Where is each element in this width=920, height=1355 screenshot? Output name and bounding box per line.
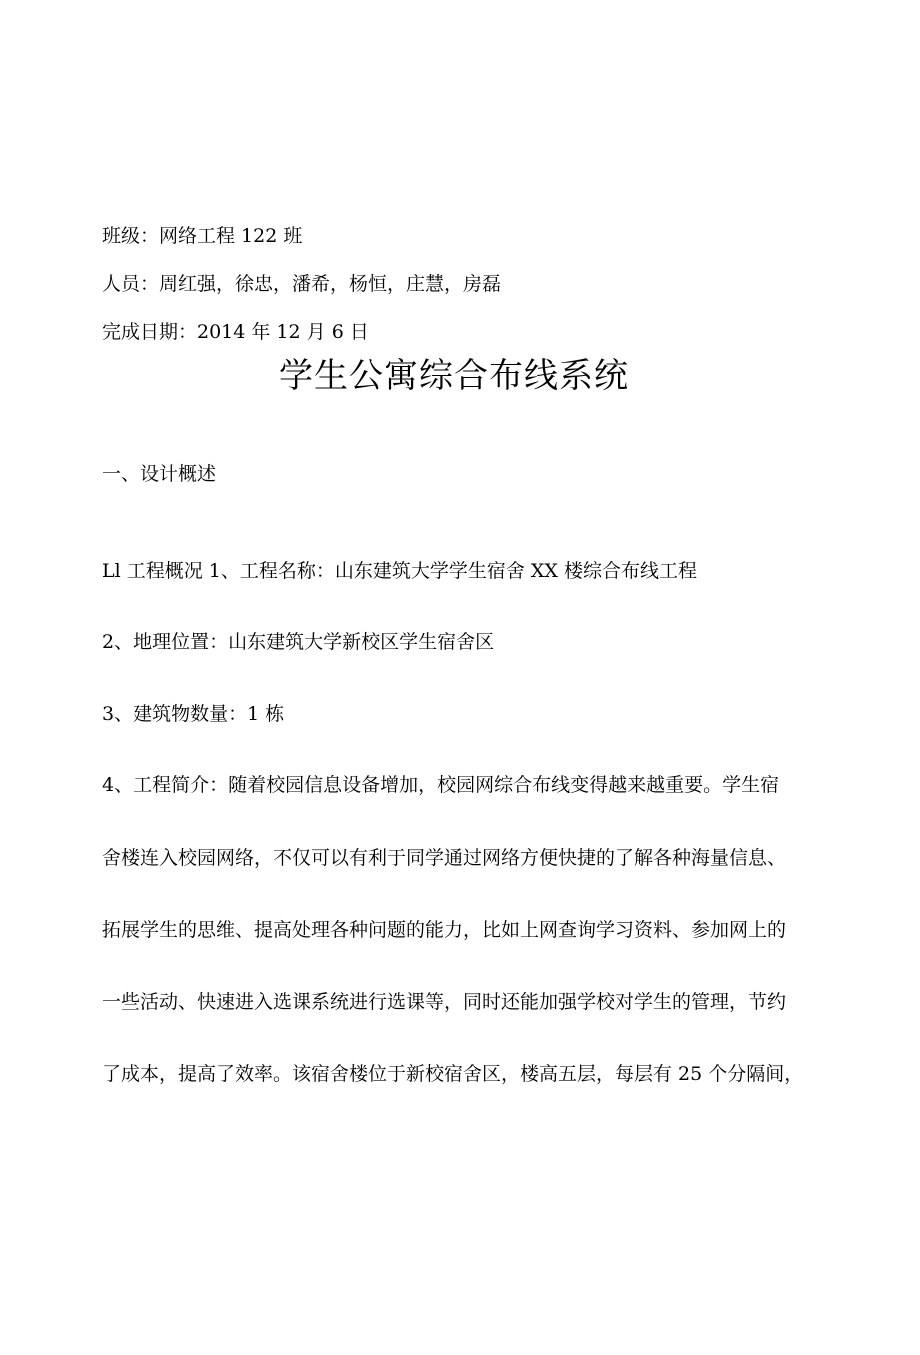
section-heading: 一、设计概述 xyxy=(102,463,217,485)
class-info: 班级：网络工程 122 班 xyxy=(102,225,303,247)
paragraph-line: 拓展学生的思维、提高处理各种问题的能力，比如上网查询学习资料、参加网上的 xyxy=(102,919,787,941)
building-count-item: 3、建筑物数量：1 栋 xyxy=(102,703,285,725)
paragraph-line: 一些活动、快速进入选课系统进行选课等，同时还能加强学校对学生的管理，节约 xyxy=(102,991,787,1013)
paragraph-line: 4、工程简介：随着校园信息设备增加，校园网综合布线变得越来越重要。学生宿 xyxy=(102,774,780,796)
project-overview-item: Ll 工程概况 1、工程名称：山东建筑大学学生宿舍 XX 楼综合布线工程 xyxy=(102,560,697,582)
page-title: 学生公寓综合布线系统 xyxy=(279,356,629,396)
members-info: 人员：周红强，徐忠，潘希，杨恒，庄慧，房磊 xyxy=(102,273,502,295)
completion-date: 完成日期：2014 年 12 月 6 日 xyxy=(102,321,369,343)
paragraph-line: 了成本，提高了效率。该宿舍楼位于新校宿舍区，楼高五层，每层有 25 个分隔间， xyxy=(102,1063,804,1085)
paragraph-line: 舍楼连入校园网络，不仅可以有利于同学通过网络方便快捷的了解各种海量信息、 xyxy=(102,847,787,869)
location-item: 2、地理位置：山东建筑大学新校区学生宿舍区 xyxy=(102,631,495,653)
